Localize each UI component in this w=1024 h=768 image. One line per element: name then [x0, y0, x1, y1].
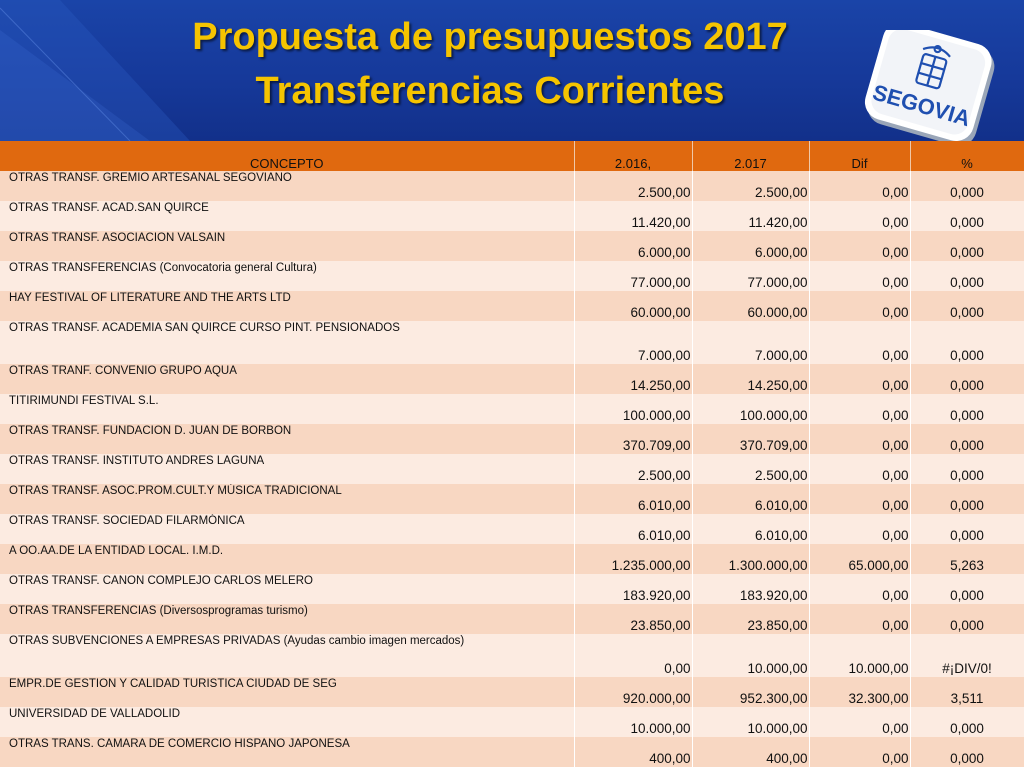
value-2017-cell: 14.250,00	[692, 364, 809, 394]
difference-cell: 0,00	[809, 291, 910, 321]
percent-cell: 0,000	[910, 394, 1024, 424]
table-row	[0, 454, 1024, 484]
table-body	[0, 171, 1024, 767]
concept-cell: OTRAS TRANSF. INSTITUTO ANDRES LAGUNA	[0, 454, 574, 484]
value-2016-cell: 1.235.000,00	[574, 544, 692, 574]
value-2017-cell: 1.300.000,00	[692, 544, 809, 574]
slide-title-line-1: Propuesta de presupuestos 2017	[192, 16, 788, 58]
value-2016-cell: 11.420,00	[574, 201, 692, 231]
percent-cell: 0,000	[910, 604, 1024, 634]
concept-cell: OTRAS TRANSF. GREMIO ARTESANAL SEGOVIANO	[0, 171, 574, 201]
table-row	[0, 737, 1024, 767]
difference-cell: 0,00	[809, 514, 910, 544]
table-row	[0, 364, 1024, 394]
concept-cell: OTRAS TRANSF. ASOC.PROM.CULT.Y MÚSICA TRADICIONAL	[0, 484, 574, 514]
difference-cell: 0,00	[809, 484, 910, 514]
percent-cell: 0,000	[910, 737, 1024, 767]
table-row	[0, 677, 1024, 707]
value-2017-cell: 952.300,00	[692, 677, 809, 707]
difference-cell: 32.300,00	[809, 677, 910, 707]
value-2016-cell: 370.709,00	[574, 424, 692, 454]
value-2017-cell: 10.000,00	[692, 707, 809, 737]
difference-cell: 0,00	[809, 201, 910, 231]
value-2017-cell: 183.920,00	[692, 574, 809, 604]
difference-cell: 0,00	[809, 737, 910, 767]
value-2017-cell: 2.500,00	[692, 171, 809, 201]
value-2017-cell: 7.000,00	[692, 321, 809, 364]
concept-cell: OTRAS TRANSF. SOCIEDAD FILARMÓNICA	[0, 514, 574, 544]
value-2017-cell: 11.420,00	[692, 201, 809, 231]
difference-cell: 0,00	[809, 394, 910, 424]
value-2017-cell: 6.000,00	[692, 231, 809, 261]
concept-cell: OTRAS TRANSF. FUNDACION D. JUAN DE BORBON	[0, 424, 574, 454]
value-2017-cell: 100.000,00	[692, 394, 809, 424]
difference-cell: 0,00	[809, 171, 910, 201]
budget-table	[0, 141, 1024, 767]
column-header-concepto: CONCEPTO	[0, 141, 574, 171]
table-row	[0, 424, 1024, 454]
value-2016-cell: 6.000,00	[574, 231, 692, 261]
value-2016-cell: 6.010,00	[574, 484, 692, 514]
concept-cell: OTRAS TRANSFERENCIAS (Diversosprogramas turismo)	[0, 604, 574, 634]
concept-cell: OTRAS SUBVENCIONES A EMPRESAS PRIVADAS (Ayudas cambio imagen mercados)	[0, 634, 574, 677]
concept-cell: TITIRIMUNDI FESTIVAL S.L.	[0, 394, 574, 424]
percent-cell: 0,000	[910, 231, 1024, 261]
value-2017-cell: 77.000,00	[692, 261, 809, 291]
table-row	[0, 484, 1024, 514]
table-row	[0, 514, 1024, 544]
percent-cell: 0,000	[910, 364, 1024, 394]
difference-cell: 0,00	[809, 261, 910, 291]
slide-header	[0, 0, 1024, 141]
concept-cell: UNIVERSIDAD DE VALLADOLID	[0, 707, 574, 737]
table-row	[0, 201, 1024, 231]
slide-title-line-2: Transferencias Corrientes	[255, 70, 725, 112]
percent-cell: 0,000	[910, 321, 1024, 364]
difference-cell: 10.000,00	[809, 634, 910, 677]
concept-cell: OTRAS TRANSF. CANON COMPLEJO CARLOS MELERO	[0, 574, 574, 604]
difference-cell: 0,00	[809, 604, 910, 634]
concept-cell: HAY FESTIVAL OF LITERATURE AND THE ARTS LTD	[0, 291, 574, 321]
percent-cell: 0,000	[910, 707, 1024, 737]
column-header-2017: 2.017	[692, 141, 809, 171]
concept-cell: OTRAS TRANSF. ACAD.SAN QUIRCE	[0, 201, 574, 231]
concept-cell: OTRAS TRANSF. ASOCIACION VALSAIN	[0, 231, 574, 261]
value-2017-cell: 6.010,00	[692, 514, 809, 544]
column-header-dif: Dif	[809, 141, 910, 171]
value-2016-cell: 7.000,00	[574, 321, 692, 364]
percent-cell: 0,000	[910, 484, 1024, 514]
percent-cell: 0,000	[910, 171, 1024, 201]
percent-cell: 0,000	[910, 201, 1024, 231]
segovia-logo	[852, 30, 1004, 141]
value-2017-cell: 2.500,00	[692, 454, 809, 484]
difference-cell: 65.000,00	[809, 544, 910, 574]
difference-cell: 0,00	[809, 231, 910, 261]
difference-cell: 0,00	[809, 364, 910, 394]
difference-cell: 0,00	[809, 574, 910, 604]
table-row	[0, 261, 1024, 291]
column-header-2016: 2.016,	[574, 141, 692, 171]
percent-cell: 3,511	[910, 677, 1024, 707]
table-row	[0, 321, 1024, 364]
value-2016-cell: 6.010,00	[574, 514, 692, 544]
concept-cell: EMPR.DE GESTION Y CALIDAD TURISTICA CIUDAD DE SEG	[0, 677, 574, 707]
table-row	[0, 171, 1024, 201]
concept-cell: OTRAS TRANSFERENCIAS (Convocatoria general Cultura)	[0, 261, 574, 291]
concept-cell: OTRAS TRANS. CAMARA DE COMERCIO HISPANO JAPONESA	[0, 737, 574, 767]
table-header-row	[0, 141, 1024, 171]
concept-cell: OTRAS TRANSF. ACADEMIA SAN QUIRCE CURSO PINT. PENSIONADOS	[0, 321, 574, 364]
table-row	[0, 544, 1024, 574]
difference-cell: 0,00	[809, 454, 910, 484]
table-row	[0, 634, 1024, 677]
value-2017-cell: 23.850,00	[692, 604, 809, 634]
value-2016-cell: 77.000,00	[574, 261, 692, 291]
percent-cell: 0,000	[910, 261, 1024, 291]
percent-cell: 0,000	[910, 454, 1024, 484]
concept-cell: OTRAS TRANF. CONVENIO GRUPO AQUA	[0, 364, 574, 394]
value-2016-cell: 2.500,00	[574, 171, 692, 201]
table-row	[0, 707, 1024, 737]
value-2016-cell: 60.000,00	[574, 291, 692, 321]
difference-cell: 0,00	[809, 424, 910, 454]
value-2017-cell: 6.010,00	[692, 484, 809, 514]
value-2016-cell: 100.000,00	[574, 394, 692, 424]
percent-cell: 0,000	[910, 574, 1024, 604]
table-row	[0, 291, 1024, 321]
percent-cell: 0,000	[910, 291, 1024, 321]
value-2017-cell: 400,00	[692, 737, 809, 767]
difference-cell: 0,00	[809, 707, 910, 737]
percent-cell: 0,000	[910, 514, 1024, 544]
table-row	[0, 394, 1024, 424]
difference-cell: 0,00	[809, 321, 910, 364]
table-row	[0, 574, 1024, 604]
value-2016-cell: 10.000,00	[574, 707, 692, 737]
value-2017-cell: 10.000,00	[692, 634, 809, 677]
value-2016-cell: 183.920,00	[574, 574, 692, 604]
value-2016-cell: 2.500,00	[574, 454, 692, 484]
concept-cell: A OO.AA.DE LA ENTIDAD LOCAL. I.M.D.	[0, 544, 574, 574]
svg-text:SEGOVIA: SEGOVIA	[869, 79, 974, 132]
percent-cell: #¡DIV/0!	[910, 634, 1024, 677]
value-2016-cell: 0,00	[574, 634, 692, 677]
column-header-percent: %	[910, 141, 1024, 171]
value-2016-cell: 14.250,00	[574, 364, 692, 394]
value-2016-cell: 920.000,00	[574, 677, 692, 707]
value-2017-cell: 370.709,00	[692, 424, 809, 454]
table-row	[0, 231, 1024, 261]
value-2016-cell: 400,00	[574, 737, 692, 767]
table-row	[0, 604, 1024, 634]
percent-cell: 5,263	[910, 544, 1024, 574]
value-2017-cell: 60.000,00	[692, 291, 809, 321]
value-2016-cell: 23.850,00	[574, 604, 692, 634]
percent-cell: 0,000	[910, 424, 1024, 454]
